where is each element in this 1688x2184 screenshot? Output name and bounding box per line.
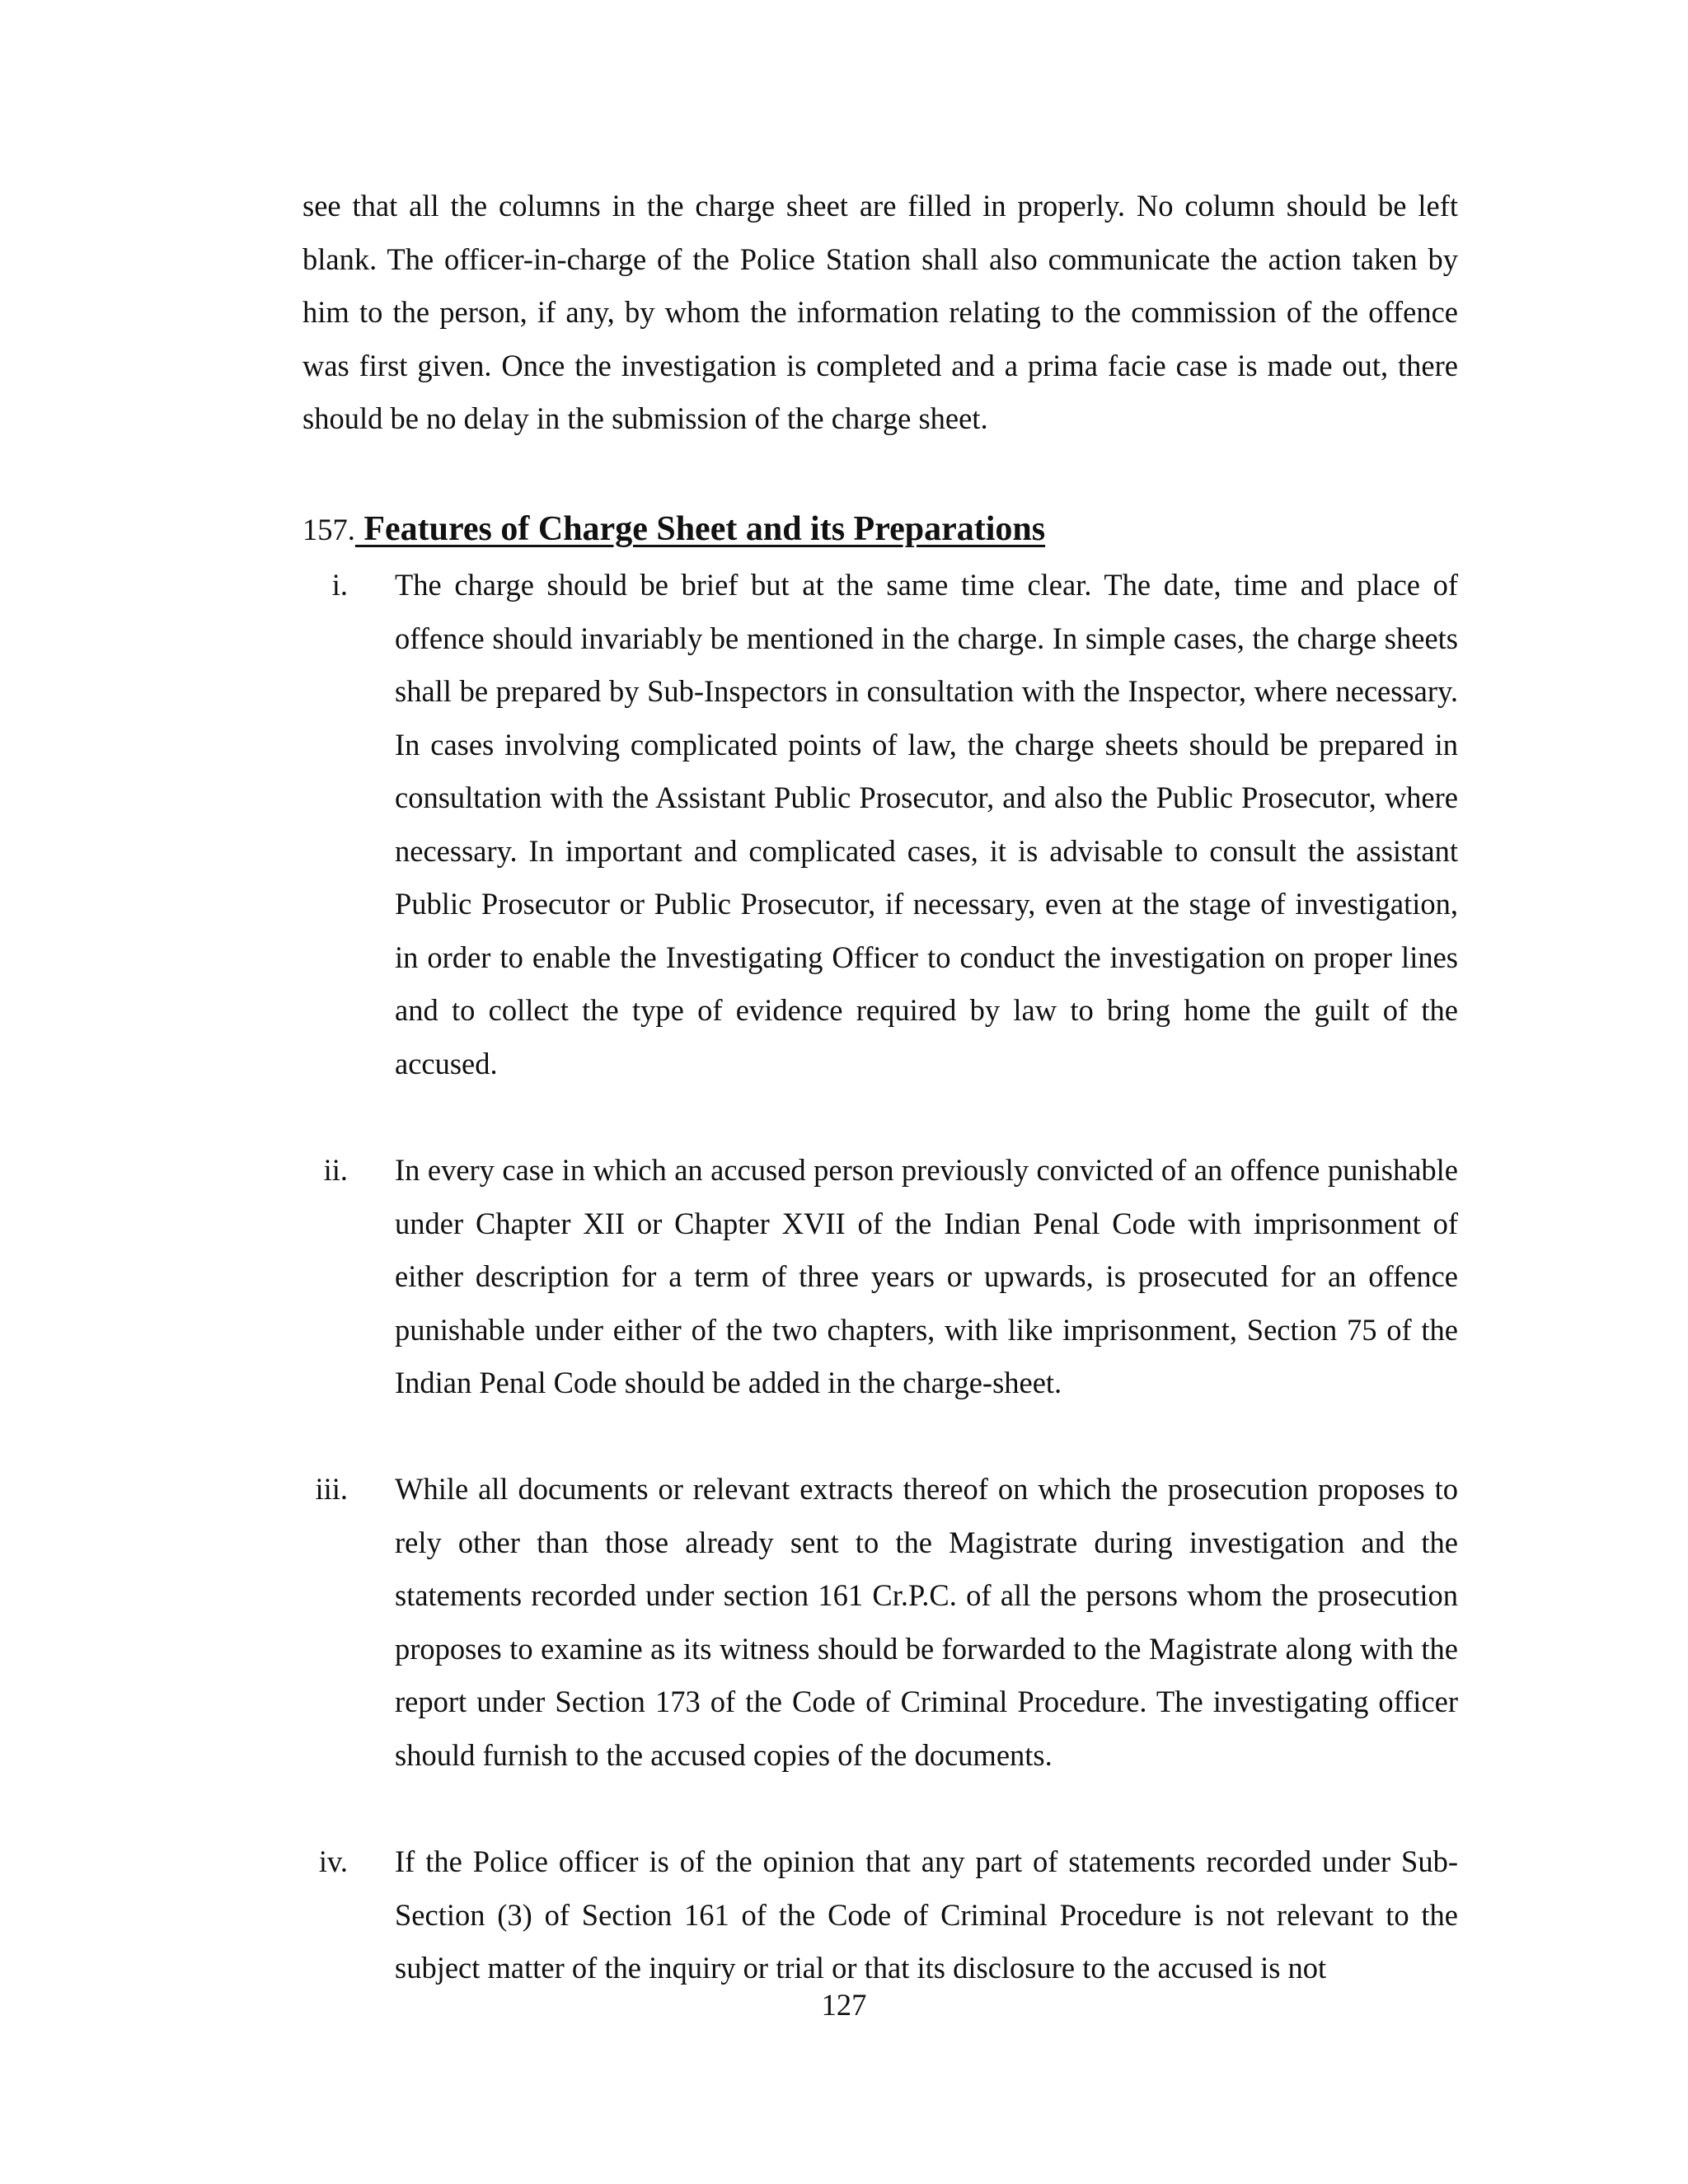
section-number: 157.: [302, 513, 355, 546]
section-title: Features of Charge Sheet and its Preparations: [354, 510, 1046, 548]
list-item-text: If the Police officer is of the opinion that any part of statements recorded under Sub-Section (3) of Section 161 of the Code of Criminal Procedure is not relevant to the subject matter of the inquiry or trial or that its disclosure to the accused is not: [395, 1844, 1458, 1985]
list-item-text: The charge should be brief but at the same time clear. The date, time and place of offence should invariably be mentioned in the charge. In simple cases, the charge sheets shall be prepared by Sub-Inspectors in consultation with the Inspector, where necessary. In cases involving complicated points of law, the charge sheets should be prepared in consultation with the Assistant Public Prosecutor, and also the Public Prosecutor, where necessary. In important and complicated cases, it is advisable to consult the assistant Public Prosecutor or Public Prosecutor, if necessary, even at the stage of investigation, in order to enable the Investigating Officer to conduct the investigation on proper lines and to collect the type of evidence required by law to bring home the guilt of the accused.: [395, 568, 1458, 1080]
list-item-marker: iii.: [315, 1472, 348, 1506]
list-item-marker: iv.: [318, 1844, 348, 1878]
intro-paragraph: see that all the columns in the charge sheet are filled in properly. No column should be left blank. The officer-in-charge of the Police Station shall also communicate the action taken by him to the person, if any, by whom the information relating to the commission of the offence was first given. Once the investigation is completed and a prima facie case is made out, there should be no delay in the submission of the charge sheet.: [302, 189, 1458, 435]
page-number: 127: [821, 1988, 867, 2022]
list-item-marker: ii.: [323, 1153, 348, 1187]
list-item-marker: i.: [331, 568, 348, 602]
list-item-text: In every case in which an accused person previously convicted of an offence punishable under Chapter XII or Chapter XVII of the Indian Penal Code with imprisonment of either description for a term of three years or upwards, is prosecuted for an offence punishable under either of the two chapters, with like imprisonment, Section 75 of the Indian Penal Code should be added in the charge-sheet.: [395, 1153, 1458, 1399]
list-item-text: While all documents or relevant extracts thereof on which the prosecution proposes to rely other than those already sent to the Magistrate during investigation and the statements recorded under section 161 Cr.P.C. of all the persons whom the prosecution proposes to examine as its witness should be forwarded to the Magistrate along with the report under Section 173 of the Code of Criminal Procedure. The investigating officer should furnish to the accused copies of the documents.: [395, 1472, 1458, 1772]
section-heading: [302, 503, 1458, 556]
